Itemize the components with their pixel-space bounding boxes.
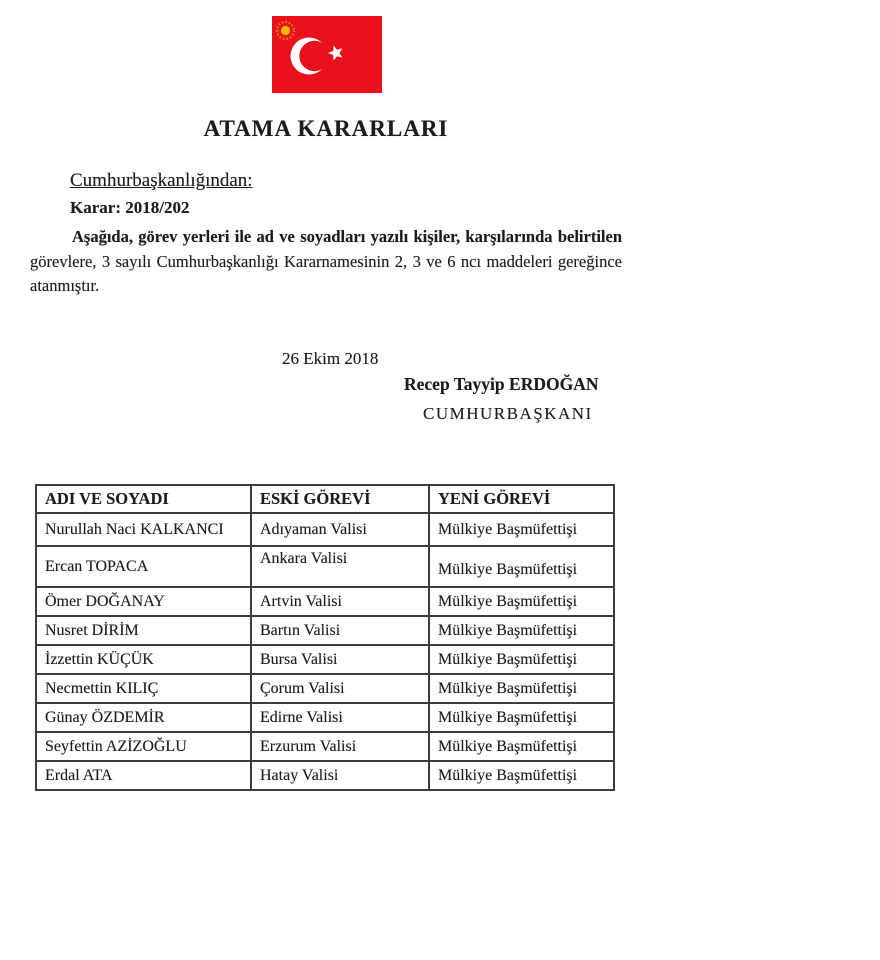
- president-name: Recep Tayyip ERDOĞAN: [404, 374, 599, 394]
- appointment-row: [36, 674, 614, 703]
- new-duty-cell: Mülkiye Başmüfettişi: [429, 761, 614, 790]
- old-duty-cell: Edirne Valisi: [251, 703, 429, 732]
- person-name-cell: Ercan TOPACA: [36, 546, 251, 587]
- new-duty-cell: Mülkiye Başmüfettişi: [429, 616, 614, 645]
- person-name-cell: Necmettin KILIÇ: [36, 674, 251, 703]
- old-duty-cell: Artvin Valisi: [251, 587, 429, 616]
- old-duty-cell: Ankara Valisi: [251, 546, 429, 587]
- person-name-cell: Ömer DOĞANAY: [36, 587, 251, 616]
- appointment-row: [36, 616, 614, 645]
- column-header-name: ADI VE SOYADI: [36, 485, 251, 513]
- decision-number: Karar: 2018/202: [70, 198, 190, 217]
- person-name-cell: Günay ÖZDEMİR: [36, 703, 251, 732]
- appointment-row: [36, 513, 614, 546]
- appointment-row: [36, 732, 614, 761]
- person-name-cell: Nurullah Naci KALKANCI: [36, 513, 251, 546]
- person-name-cell: Erdal ATA: [36, 761, 251, 790]
- person-name-cell: Seyfettin AZİZOĞLU: [36, 732, 251, 761]
- body-paragraph: [30, 225, 622, 299]
- flag-graphic: [272, 16, 382, 93]
- old-duty-cell: Çorum Valisi: [251, 674, 429, 703]
- old-duty-cell: Erzurum Valisi: [251, 732, 429, 761]
- person-name-cell: Nusret DİRİM: [36, 616, 251, 645]
- old-duty-cell: Bartın Valisi: [251, 616, 429, 645]
- appointments-table: [35, 484, 615, 791]
- appointment-row: [36, 587, 614, 616]
- column-header-new-duty: YENİ GÖREVİ: [429, 485, 614, 513]
- old-duty-cell: Adıyaman Valisi: [251, 513, 429, 546]
- issuer-heading: Cumhurbaşkanlığından:: [70, 170, 253, 191]
- appointment-row: [36, 546, 614, 587]
- document-title: ATAMA KARARLARI: [203, 116, 449, 141]
- paragraph-continuation: görevlere, 3 sayılı Cumhurbaşkanlığı Kararnamesinin 2, 3 ve 6 ncı maddeleri gereğince atanmıştır.: [30, 251, 622, 295]
- turkish-presidential-flag: [272, 16, 382, 93]
- header-row: [36, 485, 614, 513]
- new-duty-cell: Mülkiye Başmüfettişi: [429, 645, 614, 674]
- new-duty-cell: Mülkiye Başmüfettişi: [429, 546, 614, 587]
- appointment-row: [36, 703, 614, 732]
- new-duty-cell: Mülkiye Başmüfettişi: [429, 587, 614, 616]
- new-duty-cell: Mülkiye Başmüfettişi: [429, 703, 614, 732]
- decision-date: 26 Ekim 2018: [282, 349, 379, 368]
- person-name-cell: İzzettin KÜÇÜK: [36, 645, 251, 674]
- new-duty-cell: Mülkiye Başmüfettişi: [429, 513, 614, 546]
- appointment-row: [36, 645, 614, 674]
- president-title: CUMHURBAŞKANI: [423, 404, 593, 423]
- old-duty-cell: Bursa Valisi: [251, 645, 429, 674]
- paragraph-lead: Aşağıda, görev yerleri ile ad ve soyadları yazılı kişiler, karşılarında belirtilen: [72, 227, 622, 246]
- column-header-old-duty: ESKİ GÖREVİ: [251, 485, 429, 513]
- new-duty-cell: Mülkiye Başmüfettişi: [429, 732, 614, 761]
- old-duty-cell: Hatay Valisi: [251, 761, 429, 790]
- appointment-row: [36, 761, 614, 790]
- new-duty-cell: Mülkiye Başmüfettişi: [429, 674, 614, 703]
